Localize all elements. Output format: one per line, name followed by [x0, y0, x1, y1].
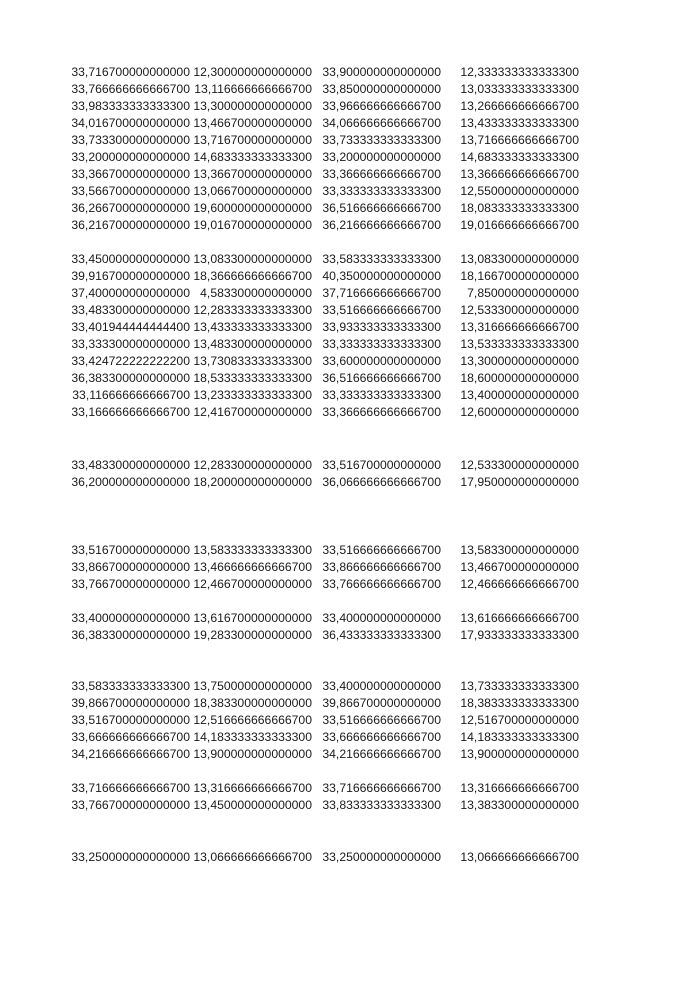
cell-col-4: 7,850000000000000	[467, 286, 579, 300]
cell-col-2: 12,283333333333300	[193, 303, 312, 317]
cell-col-1: 33,583333333333300	[71, 679, 190, 693]
cell-col-4: 18,083333333333300	[460, 201, 579, 215]
cell-col-1: 34,216666666666700	[71, 747, 190, 761]
cell-col-1: 36,216700000000000	[71, 218, 190, 232]
cell-col-3: 33,516666666666700	[322, 713, 441, 727]
cell-col-1: 33,483300000000000	[71, 458, 190, 472]
cell-col-1: 33,116666666666700	[72, 388, 190, 402]
cell-col-4: 12,550000000000000	[460, 184, 579, 198]
cell-col-3: 33,333333333333300	[322, 388, 441, 402]
cell-col-3: 33,516666666666700	[322, 543, 441, 557]
cell-col-3: 33,333333333333300	[322, 337, 441, 351]
cell-col-2: 19,600000000000000	[193, 201, 312, 215]
table-row	[0, 610, 700, 627]
cell-col-4: 13,583300000000000	[460, 543, 579, 557]
table-row	[0, 678, 700, 695]
cell-col-3: 33,366666666666700	[322, 167, 441, 181]
cell-col-2: 19,016700000000000	[193, 218, 312, 232]
cell-col-4: 13,733333333333300	[460, 679, 579, 693]
cell-col-4: 12,533300000000000	[460, 458, 579, 472]
cell-col-3: 34,066666666666700	[322, 116, 441, 130]
cell-col-3: 36,066666666666700	[322, 475, 441, 489]
cell-col-1: 33,733300000000000	[71, 133, 190, 147]
cell-col-4: 17,933333333333300	[460, 628, 579, 642]
cell-col-3: 33,716666666666700	[322, 781, 441, 795]
cell-col-2: 13,083300000000000	[193, 252, 312, 266]
cell-col-2: 13,233333333333300	[193, 388, 312, 402]
cell-col-3: 33,400000000000000	[322, 679, 441, 693]
cell-col-2: 13,716700000000000	[193, 133, 312, 147]
cell-col-3: 33,600000000000000	[322, 354, 441, 368]
table-row	[0, 183, 700, 200]
table-row	[0, 319, 700, 336]
cell-col-3: 37,716666666666700	[322, 286, 441, 300]
cell-col-4: 18,166700000000000	[460, 269, 579, 283]
cell-col-1: 33,366700000000000	[71, 167, 190, 181]
cell-col-4: 13,383300000000000	[460, 798, 579, 812]
cell-col-2: 12,283300000000000	[193, 458, 312, 472]
cell-col-4: 13,266666666666700	[460, 99, 579, 113]
cell-col-1: 33,401944444444400	[71, 320, 190, 334]
cell-col-2: 13,466700000000000	[193, 116, 312, 130]
cell-col-1: 33,400000000000000	[71, 611, 190, 625]
cell-col-1: 33,333300000000000	[71, 337, 190, 351]
table-row	[0, 576, 700, 593]
cell-col-2: 19,283300000000000	[193, 628, 312, 642]
cell-col-3: 36,433333333333300	[322, 628, 441, 642]
cell-col-2: 13,366700000000000	[193, 167, 312, 181]
cell-col-4: 13,616666666666700	[460, 611, 579, 625]
cell-col-1: 33,766700000000000	[71, 798, 190, 812]
cell-col-4: 18,383333333333300	[460, 696, 579, 710]
cell-col-4: 13,316666666666700	[460, 781, 579, 795]
cell-col-2: 13,583333333333300	[193, 543, 312, 557]
table-row	[0, 132, 700, 149]
cell-col-3: 33,766666666666700	[322, 577, 441, 591]
cell-col-3: 36,516666666666700	[322, 201, 441, 215]
cell-col-1: 33,866700000000000	[71, 560, 190, 574]
table-row	[0, 268, 700, 285]
cell-col-3: 33,933333333333300	[322, 320, 441, 334]
table-row	[0, 370, 700, 387]
cell-col-4: 13,033333333333300	[460, 82, 579, 96]
cell-col-3: 40,350000000000000	[322, 269, 441, 283]
cell-col-4: 14,183333333333300	[460, 730, 579, 744]
cell-col-3: 33,333333333333300	[322, 184, 441, 198]
cell-col-3: 33,516666666666700	[322, 303, 441, 317]
cell-col-2: 13,900000000000000	[193, 747, 312, 761]
cell-col-4: 13,716666666666700	[460, 133, 579, 147]
table-row	[0, 149, 700, 166]
table-row	[0, 797, 700, 814]
cell-col-3: 33,583333333333300	[322, 252, 441, 266]
cell-col-2: 13,483300000000000	[193, 337, 312, 351]
cell-col-3: 33,366666666666700	[322, 405, 441, 419]
cell-col-3: 36,216666666666700	[322, 218, 441, 232]
cell-col-2: 13,730833333333300	[193, 354, 312, 368]
cell-col-4: 12,466666666666700	[460, 577, 579, 591]
cell-col-3: 33,900000000000000	[322, 65, 441, 79]
cell-col-2: 18,200000000000000	[193, 475, 312, 489]
cell-col-1: 34,016700000000000	[71, 116, 190, 130]
cell-col-1: 36,383300000000000	[71, 628, 190, 642]
cell-col-3: 33,200000000000000	[322, 150, 441, 164]
cell-col-2: 13,450000000000000	[193, 798, 312, 812]
cell-col-4: 13,900000000000000	[460, 747, 579, 761]
table-row	[0, 285, 700, 302]
table-row	[0, 200, 700, 217]
cell-col-4: 13,316666666666700	[460, 320, 579, 334]
cell-col-3: 33,400000000000000	[322, 611, 441, 625]
cell-col-3: 33,250000000000000	[322, 850, 441, 864]
cell-col-1: 36,266700000000000	[71, 201, 190, 215]
cell-col-4: 13,300000000000000	[460, 354, 579, 368]
cell-col-1: 36,383300000000000	[71, 371, 190, 385]
table-row	[0, 474, 700, 491]
cell-col-3: 33,850000000000000	[322, 82, 441, 96]
table-row	[0, 780, 700, 797]
table-row	[0, 542, 700, 559]
cell-col-4: 13,400000000000000	[460, 388, 579, 402]
cell-col-4: 12,600000000000000	[460, 405, 579, 419]
cell-col-4: 18,600000000000000	[460, 371, 579, 385]
cell-col-3: 33,516700000000000	[322, 458, 441, 472]
cell-col-2: 18,366666666666700	[193, 269, 312, 283]
cell-col-1: 33,566700000000000	[71, 184, 190, 198]
cell-col-1: 33,516700000000000	[71, 713, 190, 727]
table-row	[0, 217, 700, 234]
table-row	[0, 64, 700, 81]
cell-col-2: 14,183333333333300	[193, 730, 312, 744]
table-row	[0, 404, 700, 421]
cell-col-2: 18,383300000000000	[193, 696, 312, 710]
cell-col-3: 34,216666666666700	[322, 747, 441, 761]
cell-col-2: 18,533333333333300	[193, 371, 312, 385]
cell-col-4: 13,533333333333300	[460, 337, 579, 351]
table-row	[0, 627, 700, 644]
cell-col-2: 13,066700000000000	[193, 184, 312, 198]
cell-col-4: 13,083300000000000	[460, 252, 579, 266]
table-row	[0, 559, 700, 576]
cell-col-3: 33,833333333333300	[322, 798, 441, 812]
cell-col-1: 33,483300000000000	[71, 303, 190, 317]
cell-col-2: 13,316666666666700	[193, 781, 312, 795]
cell-col-2: 13,750000000000000	[193, 679, 312, 693]
cell-col-2: 14,683333333333300	[193, 150, 312, 164]
cell-col-1: 39,866700000000000	[71, 696, 190, 710]
cell-col-4: 17,950000000000000	[460, 475, 579, 489]
table-row	[0, 387, 700, 404]
table-row	[0, 695, 700, 712]
table-row	[0, 251, 700, 268]
cell-col-4: 12,333333333333300	[460, 65, 579, 79]
cell-col-3: 33,866666666666700	[322, 560, 441, 574]
cell-col-2: 12,416700000000000	[193, 405, 312, 419]
cell-col-1: 33,166666666666700	[71, 405, 190, 419]
cell-col-1: 33,450000000000000	[71, 252, 190, 266]
cell-col-4: 12,516700000000000	[460, 713, 579, 727]
cell-col-1: 33,716700000000000	[71, 65, 190, 79]
cell-col-1: 33,983333333333300	[71, 99, 190, 113]
cell-col-1: 33,516700000000000	[71, 543, 190, 557]
cell-col-1: 33,766666666666700	[71, 82, 190, 96]
table-row	[0, 353, 700, 370]
cell-col-2: 12,516666666666700	[193, 713, 312, 727]
cell-col-2: 4,583300000000000	[200, 286, 312, 300]
cell-col-4: 13,466700000000000	[460, 560, 579, 574]
cell-col-1: 33,666666666666700	[71, 730, 190, 744]
cell-col-4: 14,683333333333300	[460, 150, 579, 164]
cell-col-2: 12,300000000000000	[193, 65, 312, 79]
cell-col-3: 39,866700000000000	[322, 696, 441, 710]
cell-col-1: 33,424722222222200	[71, 354, 190, 368]
cell-col-2: 13,300000000000000	[193, 99, 312, 113]
cell-col-1: 39,916700000000000	[71, 269, 190, 283]
cell-col-1: 37,400000000000000	[71, 286, 190, 300]
cell-col-4: 13,433333333333300	[460, 116, 579, 130]
cell-col-2: 13,433333333333300	[193, 320, 312, 334]
table-row	[0, 302, 700, 319]
table-row	[0, 849, 700, 866]
cell-col-2: 13,466666666666700	[193, 560, 312, 574]
cell-col-2: 13,616700000000000	[193, 611, 312, 625]
cell-col-1: 33,716666666666700	[71, 781, 190, 795]
cell-col-1: 33,250000000000000	[71, 850, 190, 864]
cell-col-2: 13,066666666666700	[193, 850, 312, 864]
table-row	[0, 115, 700, 132]
table-row	[0, 729, 700, 746]
table-row	[0, 457, 700, 474]
cell-col-4: 19,016666666666700	[460, 218, 579, 232]
cell-col-1: 36,200000000000000	[71, 475, 190, 489]
cell-col-2: 13,116666666666700	[194, 82, 312, 96]
cell-col-3: 33,733333333333300	[322, 133, 441, 147]
table-row	[0, 746, 700, 763]
cell-col-3: 36,516666666666700	[322, 371, 441, 385]
cell-col-4: 13,366666666666700	[460, 167, 579, 181]
cell-col-1: 33,200000000000000	[71, 150, 190, 164]
cell-col-2: 12,466700000000000	[193, 577, 312, 591]
cell-col-1: 33,766700000000000	[71, 577, 190, 591]
table-row	[0, 98, 700, 115]
table-row	[0, 166, 700, 183]
cell-col-3: 33,966666666666700	[322, 99, 441, 113]
cell-col-3: 33,666666666666700	[322, 730, 441, 744]
cell-col-4: 13,066666666666700	[460, 850, 579, 864]
table-row	[0, 81, 700, 98]
table-row	[0, 712, 700, 729]
table-row	[0, 336, 700, 353]
cell-col-4: 12,533300000000000	[460, 303, 579, 317]
